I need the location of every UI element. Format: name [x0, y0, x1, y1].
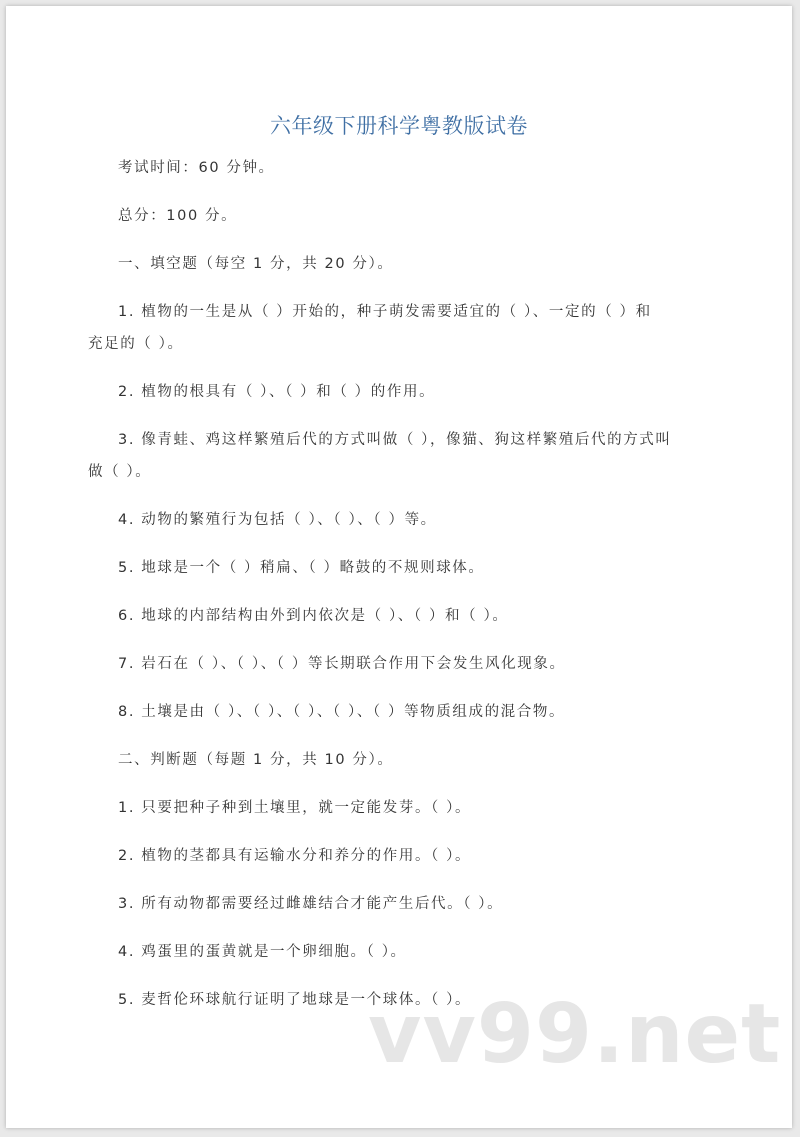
judge-question-5: 5. 麦哲伦环球航行证明了地球是一个球体。（ ）。: [118, 992, 472, 1008]
fill-question-6: 6. 地球的内部结构由外到内依次是（ ）、（ ）和（ ）。: [118, 608, 509, 624]
fill-question-1-line2: 充足的（ ）。: [88, 336, 184, 352]
watermark: vv99.net: [368, 987, 782, 1082]
fill-question-2: 2. 植物的根具有（ ）、（ ）和（ ）的作用。: [118, 384, 436, 400]
section1-heading: 一、填空题（每空 1 分，共 20 分）。: [118, 256, 394, 272]
fill-question-4: 4. 动物的繁殖行为包括（ ）、（ ）、（ ）等。: [118, 512, 437, 528]
document-page: [6, 6, 792, 1128]
section2-heading: 二、判断题（每题 1 分，共 10 分）。: [118, 752, 394, 768]
judge-question-1: 1. 只要把种子种到土壤里，就一定能发芽。（ ）。: [118, 800, 472, 816]
page-title: 六年级下册科学粤教版试卷: [270, 114, 528, 138]
fill-question-1-line1: 1. 植物的一生是从（ ）开始的，种子萌发需要适宜的（ ）、一定的（ ）和: [118, 304, 652, 320]
fill-question-7: 7. 岩石在（ ）、（ ）、（ ）等长期联合作用下会发生风化现象。: [118, 656, 566, 672]
fill-question-3-line2: 做（ ）。: [88, 464, 152, 480]
judge-question-2: 2. 植物的茎都具有运输水分和养分的作用。（ ）。: [118, 848, 472, 864]
fill-question-3-line1: 3. 像青蛙、鸡这样繁殖后代的方式叫做（ ），像猫、狗这样繁殖后代的方式叫: [118, 432, 672, 448]
fill-question-8: 8. 土壤是由（ ）、（ ）、（ ）、（ ）、（ ）等物质组成的混合物。: [118, 704, 566, 720]
judge-question-4: 4. 鸡蛋里的蛋黄就是一个卵细胞。（ ）。: [118, 944, 407, 960]
fill-question-5: 5. 地球是一个（ ）稍扁、（ ）略鼓的不规则球体。: [118, 560, 485, 576]
exam-time: 考试时间：60 分钟。: [118, 160, 275, 176]
judge-question-3: 3. 所有动物都需要经过雌雄结合才能产生后代。（ ）。: [118, 896, 504, 912]
total-score: 总分：100 分。: [118, 208, 238, 224]
